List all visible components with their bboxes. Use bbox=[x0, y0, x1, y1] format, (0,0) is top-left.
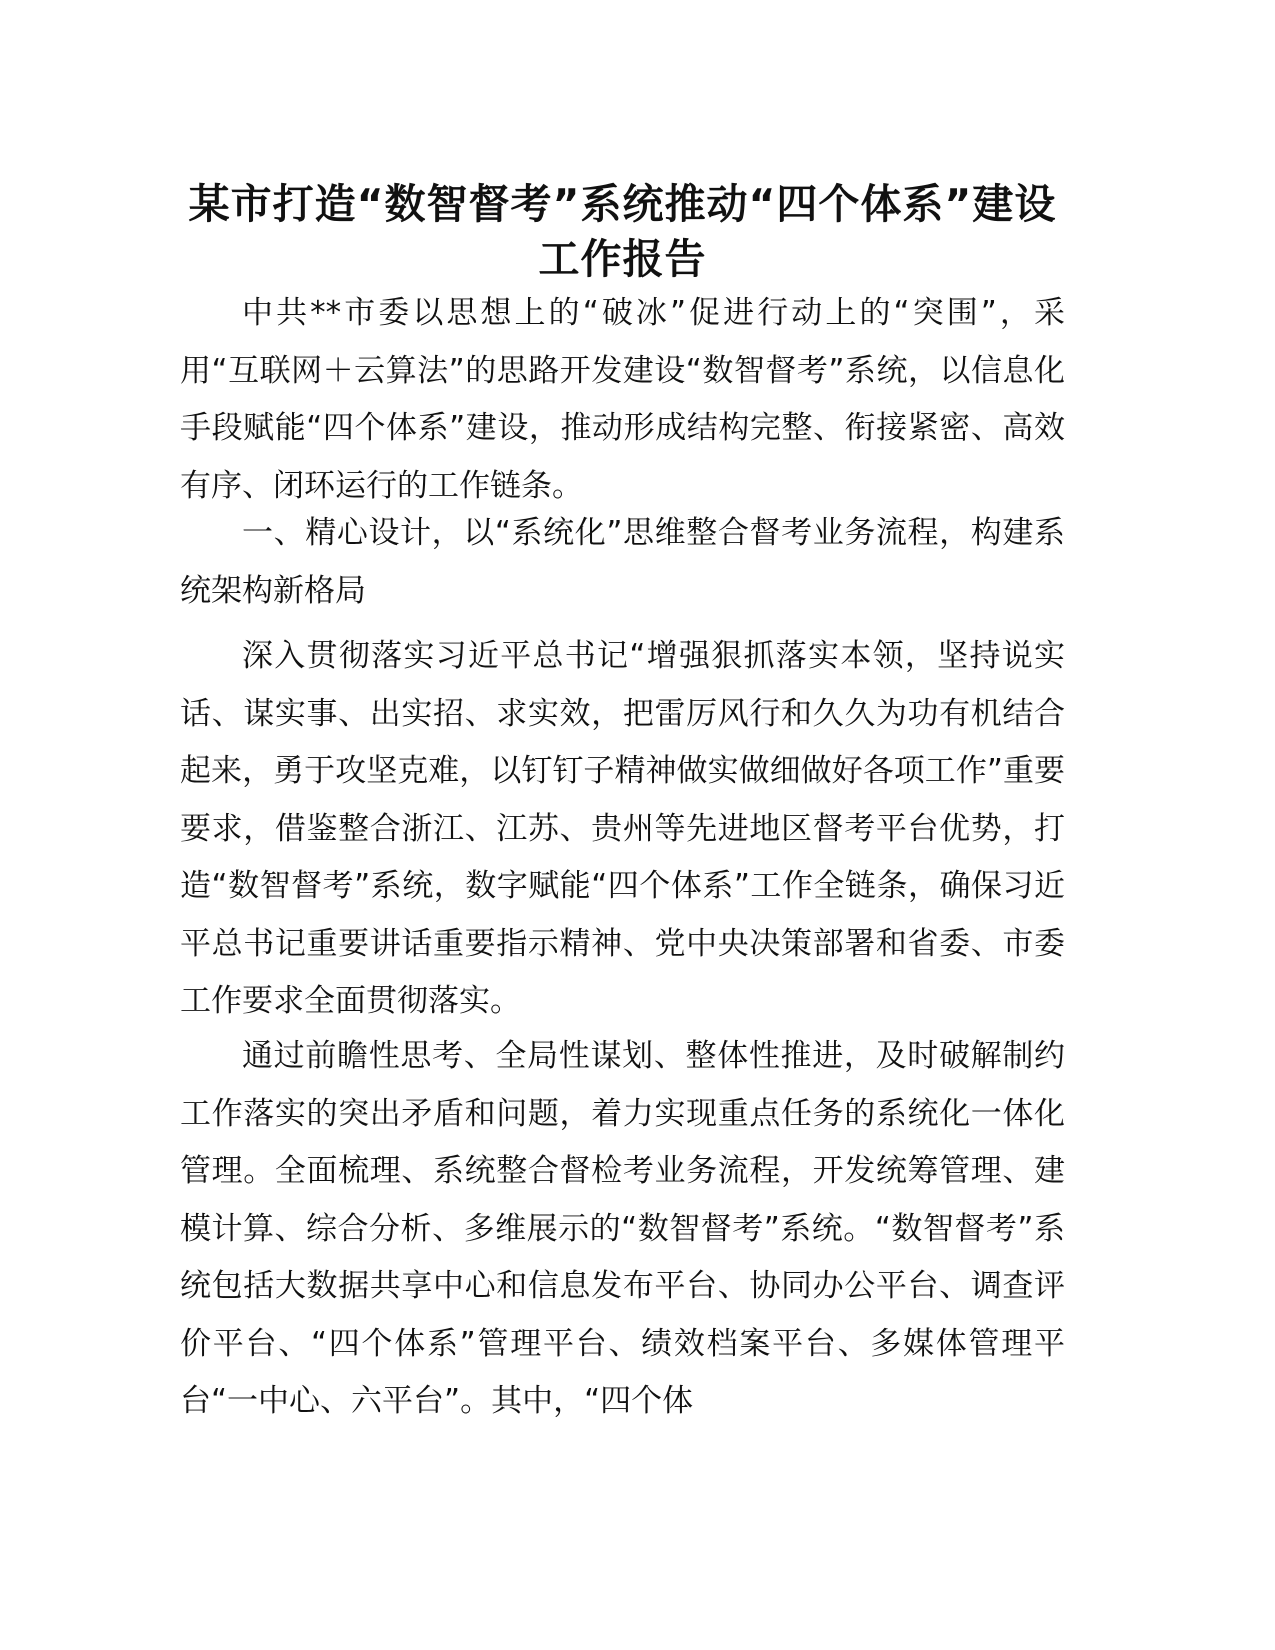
section-heading-1: 一、精心设计，以“系统化”思维整合督考业务流程，构建系统架构新格局 bbox=[180, 515, 1065, 609]
paragraph-intro: 中共**市委以思想上的“破冰”促进行动上的“突围”，采用“互联网＋云算法”的思路开发建设“数智督考”系统，以信息化手段赋能“四个体系”建设，推动形成结构完整、衔接紧密、高效有序、闭环运行的工作链条。 bbox=[180, 295, 1065, 504]
paragraph-section-1-a: 深入贯彻落实习近平总书记“增强狠抓落实本领，坚持说实话、谋实事、出实招、求实效，把雷厉风行和久久为功有机结合起来，勇于攻坚克难，以钉钉子精神做实做细做好各项工作”重要要求，借鉴整合浙江、江苏、贵州等先进地区督考平台优势，打造“数智督考”系统，数字赋能“四个体系”工作全链条，确保习近平总书记重要讲话重要指示精神、党中央决策部署和省委、市委工作要求全面贯彻落实。 bbox=[180, 638, 1065, 1019]
paragraph-section-1-b: 通过前瞻性思考、全局性谋划、整体性推进，及时破解制约工作落实的突出矛盾和问题，着力实现重点任务的系统化一体化管理。全面梳理、系统整合督检考业务流程，开发统筹管理、建模计算、综合分析、多维展示的“数智督考”系统。“数智督考”系统包括大数据共享中心和信息发布平台、协同办公平台、调查评价平台、“四个体系”管理平台、绩效档案平台、多媒体管理平台“一中心、六平台”。其中，“四个体 bbox=[180, 1038, 1065, 1419]
document-title: 某市打造“数智督考”系统推动“四个体系”建设工作报告 bbox=[188, 180, 1057, 284]
